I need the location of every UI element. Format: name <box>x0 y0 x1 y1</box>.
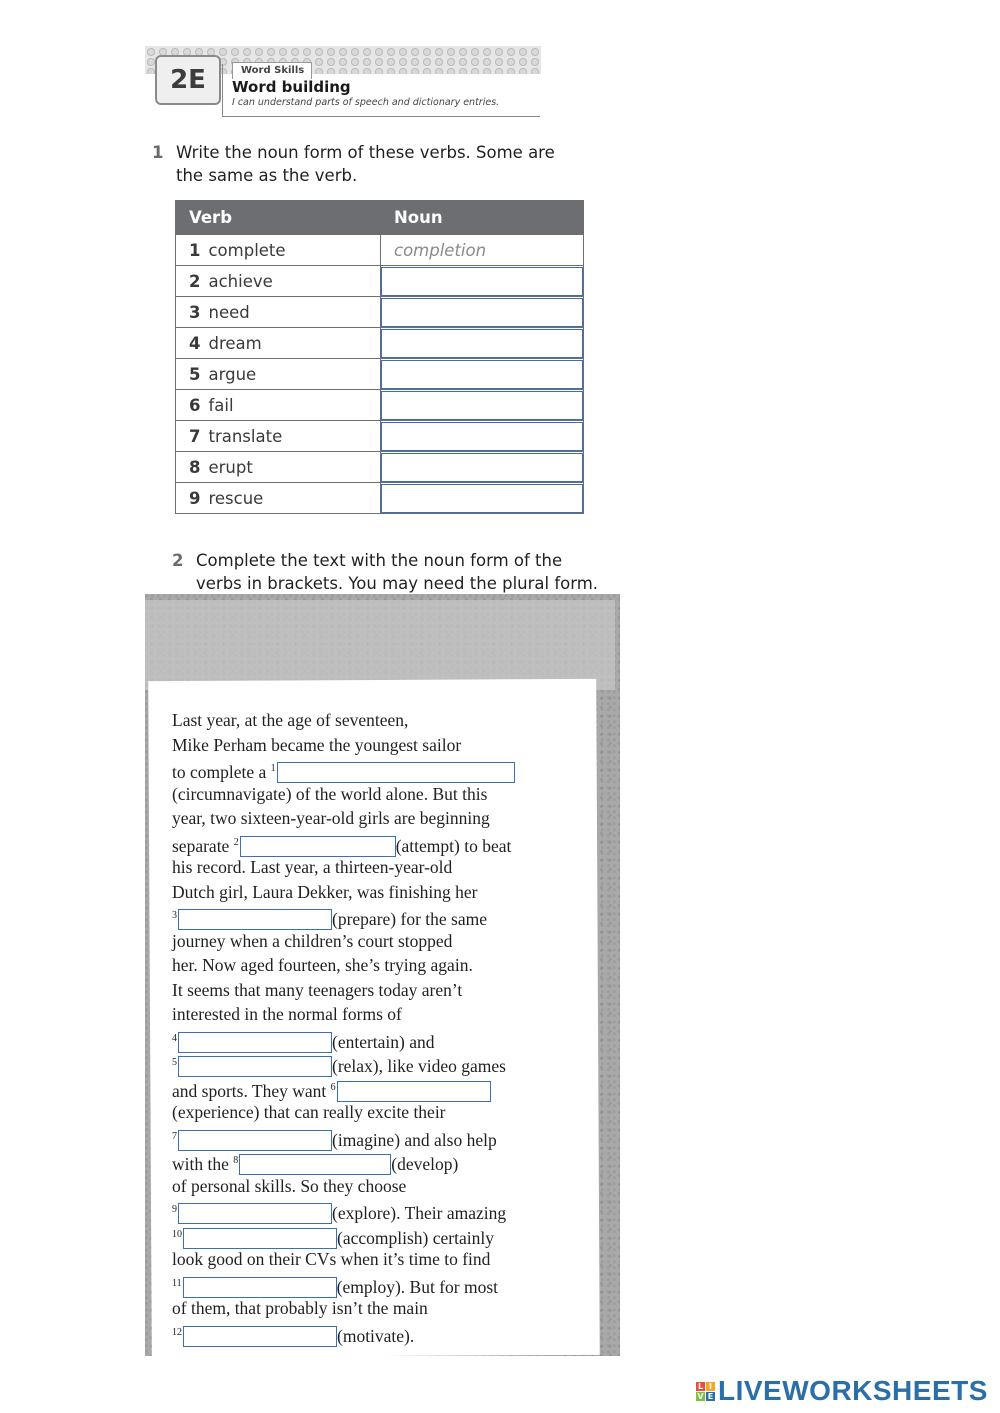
noun-answer-input-3[interactable] <box>381 298 583 327</box>
gap-input-6[interactable] <box>337 1081 491 1102</box>
gap-input-2[interactable] <box>240 836 396 857</box>
noun-answer-input-6[interactable] <box>381 391 583 420</box>
text-line: Dutch girl, Laura Dekker, was finishing her <box>172 881 478 902</box>
text-line <box>172 1223 572 1248</box>
text-fragment: (attempt) to beat <box>395 835 512 856</box>
noun-example-answer: completion <box>381 235 584 266</box>
verb-cell <box>176 328 381 359</box>
text-fragment: with the <box>172 1154 229 1174</box>
row-number: 8 <box>189 457 201 477</box>
gap-number: 12 <box>172 1326 182 1338</box>
gap-number: 6 <box>330 1081 336 1093</box>
gap-input-5[interactable] <box>178 1056 332 1077</box>
verb-text: need <box>208 302 250 322</box>
verb-cell <box>176 421 381 452</box>
noun-cell <box>381 421 584 452</box>
gap-fill-text <box>172 708 572 1345</box>
text-line <box>172 1198 572 1223</box>
row-number: 6 <box>189 395 201 415</box>
gap-number: 8 <box>233 1155 239 1166</box>
gap-number: 1 <box>270 763 276 774</box>
table-row <box>176 483 584 514</box>
text-fragment: (explore). Their amazing <box>332 1203 507 1223</box>
verb-text: achieve <box>208 271 273 291</box>
noun-answer-input-2[interactable] <box>381 267 583 296</box>
gap-number: 4 <box>172 1032 177 1044</box>
noun-cell <box>381 390 584 421</box>
verb-text: rescue <box>208 488 264 508</box>
exercise-2-line-2: verbs in brackets. You may need the plural form. <box>196 574 599 593</box>
noun-answer-input-8[interactable] <box>381 453 583 482</box>
table-row <box>176 421 584 452</box>
text-line <box>172 1321 572 1346</box>
row-number: 1 <box>189 240 201 260</box>
text-line <box>172 1027 572 1052</box>
exercise-2-line-1: Complete the text with the noun form of the <box>196 551 563 570</box>
row-number: 7 <box>189 426 201 446</box>
noun-answer-input-4[interactable] <box>381 329 583 358</box>
verb-cell <box>176 452 381 483</box>
gap-number: 2 <box>233 836 239 848</box>
row-number: 2 <box>189 271 201 291</box>
table-row <box>176 266 584 297</box>
logo-text: LIVEWORKSHEETS <box>718 1375 988 1406</box>
row-number: 5 <box>189 364 201 384</box>
text-line <box>172 904 572 929</box>
page-subtitle: I can understand parts of speech and dictionary entries. <box>232 97 500 108</box>
gap-input-9[interactable] <box>178 1203 332 1224</box>
column-header-verb: Verb <box>176 201 381 235</box>
text-line: her. Now aged fourteen, she’s trying again. <box>172 955 473 975</box>
gap-input-3[interactable] <box>178 909 332 930</box>
text-line <box>172 1272 572 1297</box>
text-line <box>172 1076 572 1101</box>
noun-cell <box>381 328 584 359</box>
text-fragment: (employ). But for most <box>336 1276 499 1297</box>
logo-mark-icon <box>696 1382 715 1401</box>
text-fragment: and sports. They want <box>172 1080 327 1101</box>
verb-text: erupt <box>208 457 253 477</box>
noun-cell <box>381 483 584 514</box>
text-line: of personal skills. So they choose <box>172 1175 407 1196</box>
row-number: 3 <box>189 302 201 322</box>
verb-noun-table <box>175 200 584 514</box>
verb-cell <box>176 483 381 514</box>
gap-number: 7 <box>172 1130 177 1142</box>
unit-code-badge: 2E <box>155 55 221 105</box>
verb-cell <box>176 235 381 266</box>
column-header-noun: Noun <box>381 201 584 235</box>
gap-number: 9 <box>172 1204 177 1215</box>
gap-input-1[interactable] <box>277 762 515 783</box>
exercise-1-line-2: the same as the verb. <box>176 166 358 185</box>
verb-text: translate <box>208 426 283 446</box>
verb-cell <box>176 390 381 421</box>
text-line: It seems that many teenagers today aren’t <box>172 979 463 1000</box>
verb-text: dream <box>208 333 262 353</box>
text-fragment: (develop) <box>391 1154 459 1174</box>
text-line: journey when a children’s court stopped <box>172 930 453 951</box>
gap-input-10[interactable] <box>183 1228 337 1249</box>
noun-cell <box>381 266 584 297</box>
text-line: (circumnavigate) of the world alone. But this <box>172 783 488 804</box>
verb-cell <box>176 359 381 390</box>
gap-number: 5 <box>172 1057 177 1068</box>
logo-mark-letter: V <box>697 1391 704 1401</box>
text-line: Last year, at the age of seventeen, <box>172 710 409 730</box>
exercise-1-instruction <box>152 141 555 187</box>
exercise-2-number: 2 <box>172 551 184 570</box>
verb-cell <box>176 266 381 297</box>
exercise-1-number: 1 <box>152 143 164 162</box>
text-line <box>172 1051 572 1076</box>
verb-text: fail <box>208 395 234 415</box>
header-underline <box>222 116 540 117</box>
text-fragment: separate <box>172 835 230 856</box>
gap-input-4[interactable] <box>178 1032 332 1053</box>
logo-mark-letter: E <box>707 1391 714 1401</box>
noun-cell <box>381 359 584 390</box>
text-line: his record. Last year, a thirteen-year-old <box>172 857 453 877</box>
text-fragment: to complete a <box>172 762 267 782</box>
row-number: 4 <box>189 333 201 353</box>
gap-input-7[interactable] <box>178 1130 332 1151</box>
text-line: look good on their CVs when it’s time to find <box>172 1249 491 1269</box>
gap-number: 11 <box>172 1277 182 1289</box>
text-line <box>172 1149 572 1174</box>
paper-tape <box>145 600 615 690</box>
noun-answer-input-7[interactable] <box>381 422 583 451</box>
table-row <box>176 235 584 266</box>
table-row <box>176 452 584 483</box>
gap-number: 10 <box>172 1228 182 1240</box>
text-line: (experience) that can really excite their <box>172 1102 446 1122</box>
text-line <box>172 831 572 856</box>
text-fragment: (accomplish) certainly <box>337 1227 494 1248</box>
text-fragment: (prepare) for the same <box>332 909 487 929</box>
header-divider <box>222 64 223 116</box>
logo-mark-letter: L <box>697 1381 704 1391</box>
logo-mark-letter: I <box>706 1382 715 1391</box>
table-row <box>176 297 584 328</box>
table-row <box>176 359 584 390</box>
noun-answer-input-5[interactable] <box>381 360 583 389</box>
text-fragment: (entertain) and <box>332 1031 435 1052</box>
verb-cell <box>176 297 381 328</box>
verb-text: complete <box>208 240 286 260</box>
liveworksheets-logo <box>696 1375 988 1407</box>
row-number: 9 <box>189 488 201 508</box>
text-line: Mike Perham became the youngest sailor <box>172 734 462 755</box>
text-line: year, two sixteen-year-old girls are beginning <box>172 808 490 828</box>
page-title: Word building <box>232 78 351 96</box>
table-row <box>176 328 584 359</box>
text-fragment: (imagine) and also help <box>332 1129 497 1150</box>
gap-input-11[interactable] <box>183 1277 337 1298</box>
noun-answer-input-9[interactable] <box>381 484 583 513</box>
noun-cell <box>381 297 584 328</box>
gap-input-8[interactable] <box>239 1154 391 1175</box>
table-row <box>176 390 584 421</box>
gap-input-12[interactable] <box>183 1326 337 1347</box>
gap-number: 3 <box>172 910 177 921</box>
exercise-2-instruction <box>172 549 599 595</box>
text-line: interested in the normal forms of <box>172 1004 402 1024</box>
section-tab: Word Skills <box>232 62 312 79</box>
text-line <box>172 1125 572 1150</box>
noun-cell <box>381 452 584 483</box>
verb-text: argue <box>208 364 257 384</box>
text-line <box>172 757 572 782</box>
text-line: of them, that probably isn’t the main <box>172 1298 428 1318</box>
table-header-row <box>176 201 584 235</box>
text-fragment: (relax), like video games <box>332 1056 506 1076</box>
exercise-1-line-1: Write the noun form of these verbs. Some are <box>176 143 555 162</box>
text-fragment: (motivate). <box>337 1325 415 1346</box>
